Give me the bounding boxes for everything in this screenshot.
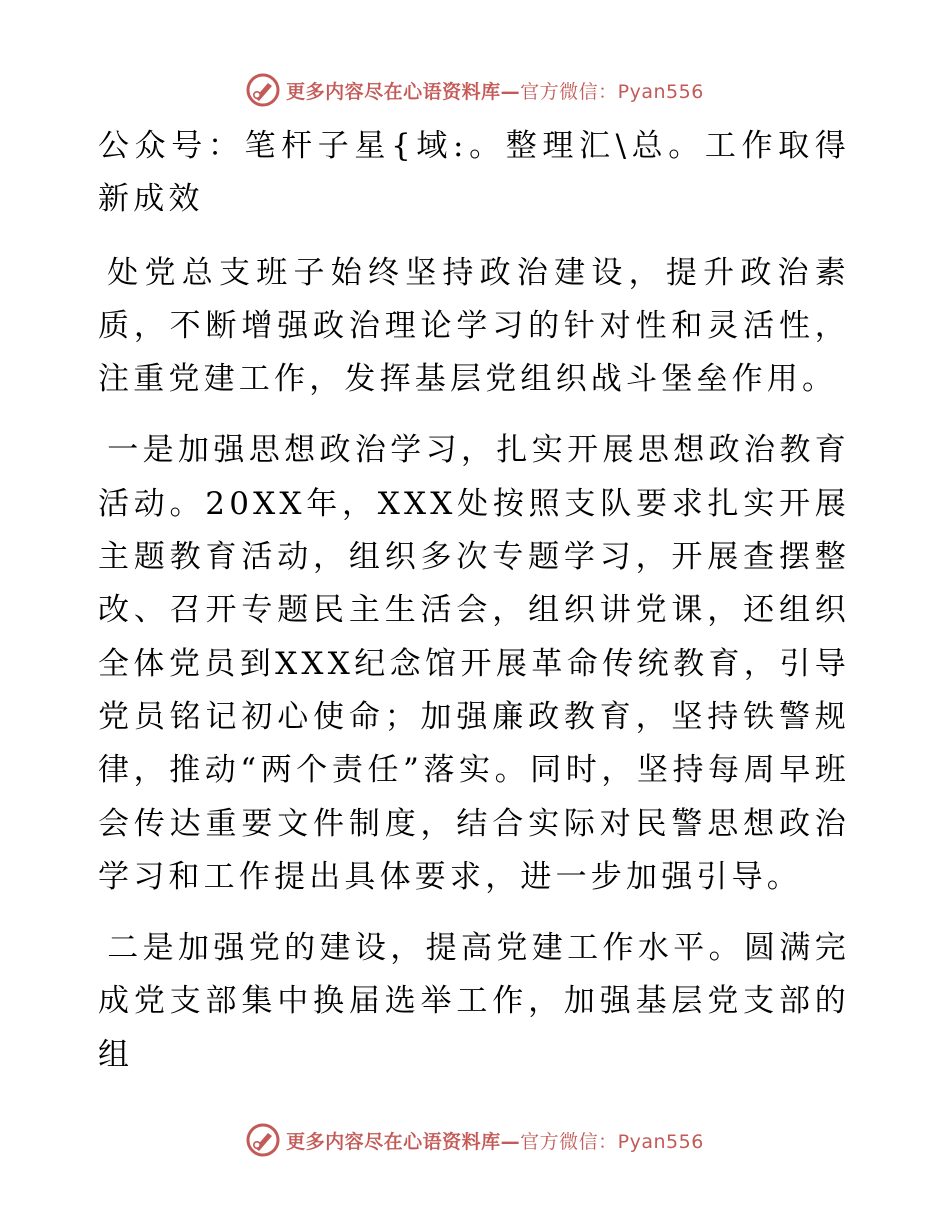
pen-logo-icon [246,1123,280,1157]
watermark-wechat: 官方微信：Pyan556 [520,1130,704,1153]
paragraph-point-one: 一是加强思想政治学习，扎实开展思想政治教育活动。20XX年，XXX处按照支队要求扎实开展主题教育活动，组织多次专题学习，开展查摆整改、召开专题民主生活会，组织讲党课，还组织全体党员到XXX纪念馆开展革命传统教育，引导党员铭记初心使命；加强廉政教育，坚持铁警规律，推动“两个责任”落实。同时，坚持每周早班会传达重要文件制度，结合实际对民警思想政治学习和工作提出具体要求，进一步加强引导。 [98,432,850,895]
pen-logo-icon [246,73,280,107]
watermark-site: 更多内容尽在心语资料库 [286,1130,501,1153]
paragraph-point-two: 二是加强党的建设，提高党建工作水平。圆满完成党支部集中换届选举工作，加强基层党支部的组 [98,930,850,1073]
watermark-text [286,77,704,104]
document-body [98,120,850,1082]
watermark-site: 更多内容尽在心语资料库 [286,80,501,103]
paragraph-intro: 处党总支班子始终坚持政治建设，提升政治素质，不断增强政治理论学习的针对性和灵活性，注重党建工作，发挥基层党组织战斗堡垒作用。 [98,254,850,398]
footer-watermark [0,1118,950,1162]
watermark-wechat: 官方微信：Pyan556 [520,80,704,103]
watermark-dash: — [500,1130,521,1153]
header-watermark [0,68,950,112]
watermark-dash: — [500,80,521,103]
watermark-text [286,1127,704,1154]
document-heading: 公众号：笔杆子星{域:。整理汇\总。工作取得新成效 [98,128,850,218]
